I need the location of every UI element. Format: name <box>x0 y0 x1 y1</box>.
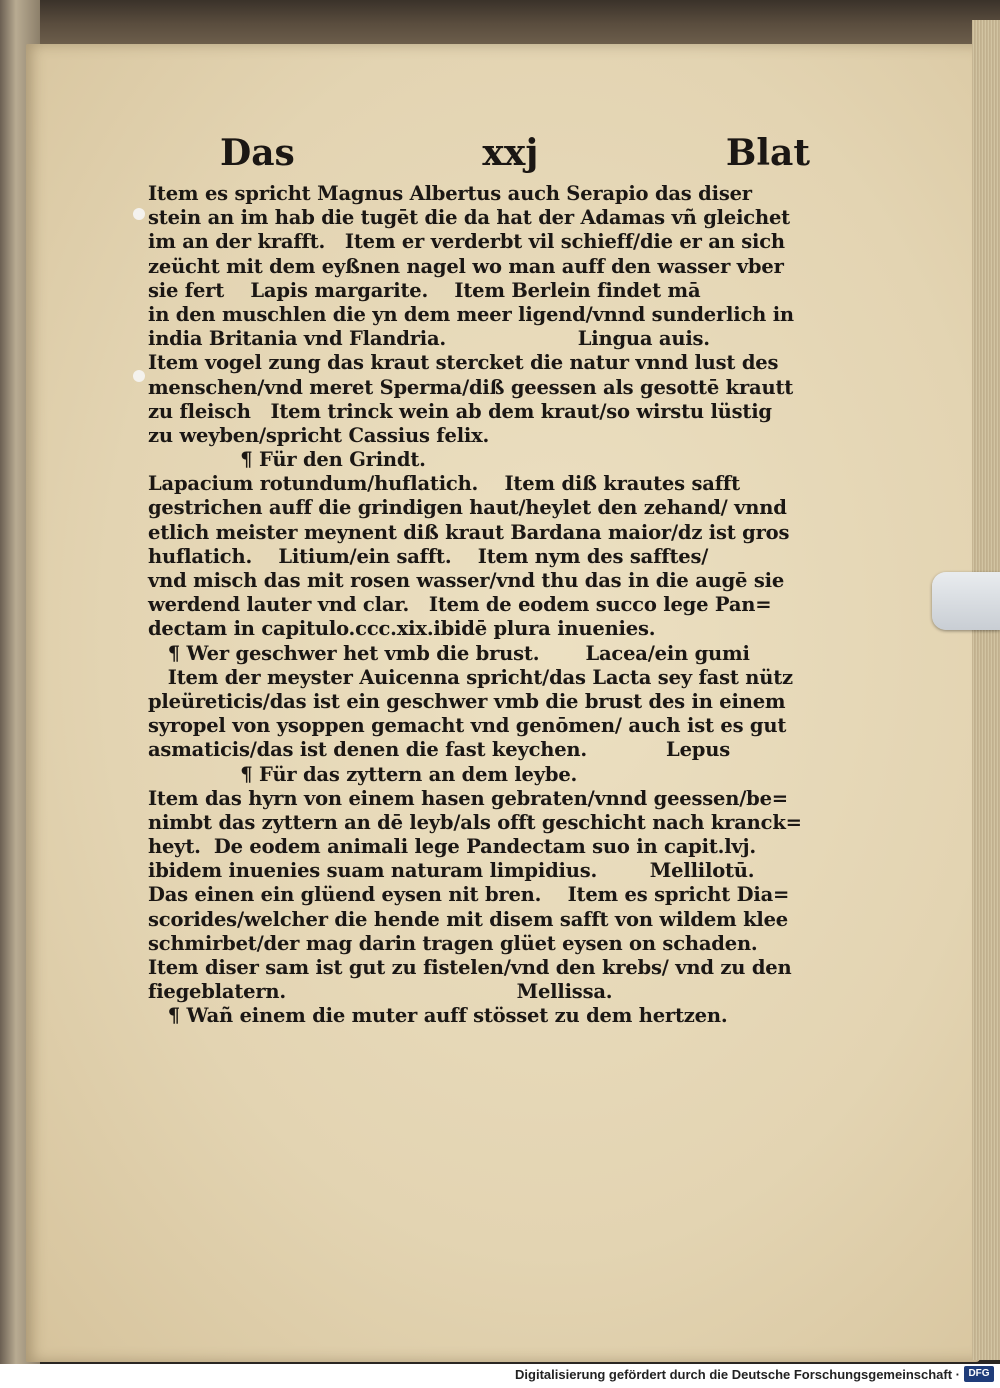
text-line: syropel von ysoppen gemacht vnd genōmen/ auch ist es gut <box>148 714 787 738</box>
text-line: Item das hyrn von einem hasen gebraten/vnnd geessen/be= <box>148 786 788 810</box>
text-line: gestrichen auff die grindigen haut/heylet den zehand/ vnnd <box>148 496 787 520</box>
text-line: pleüreticis/das ist ein geschwer vmb die brust des in einem <box>148 689 786 713</box>
header-right: Blat <box>725 132 810 174</box>
text-line: vnd misch das mit rosen wasser/vnd thu das in die augē sie <box>148 569 785 592</box>
text-line: ¶ Für das zyttern an dem leybe. <box>148 762 578 786</box>
text-line: zu fleisch Item trinck wein ab dem kraut/so wirstu lüstig <box>148 399 772 423</box>
text-line: fiegeblatern. Mellissa. <box>148 980 613 1004</box>
text-line: Item es spricht Magnus Albertus auch Serapio das diser <box>148 182 752 205</box>
text-line: dectam in capitulo.ccc.xix.ibidē plura inuenies. <box>148 617 656 641</box>
text-line: im an der krafft. Item er verderbt vil schieff/die er an sich <box>148 230 785 254</box>
text-line: scorides/welcher die hende mit disem safft von wildem klee <box>148 907 789 931</box>
text-line: Item der meyster Auicenna spricht/das Lacta sey fast nütz <box>148 665 793 689</box>
text-line: zu weyben/spricht Cassius felix. <box>148 423 490 447</box>
page-text <box>148 128 810 1029</box>
folio-number: xxj <box>482 132 539 174</box>
text-line: sie fert Lapis margarite. Item Berlein findet mā <box>148 278 701 302</box>
text-line: Lapacium rotundum/huflatich. Item diß krautes safft <box>148 472 740 496</box>
text-line: stein an im hab die tugēt die da hat der Adamas vñ gleichet <box>148 206 790 230</box>
dfg-logo: DFG <box>964 1366 994 1382</box>
clip-tab <box>932 572 1000 630</box>
text-line: ibidem inuenies suam naturam limpidius. Mellilotū. <box>148 859 755 883</box>
text-line: asmaticis/das ist denen die fast keychen. Lepus <box>148 738 730 762</box>
text-lines <box>148 182 802 1029</box>
text-line: Das einen ein glüend eysen nit bren. Item es spricht Dia= <box>148 883 790 907</box>
text-line: schmirbet/der mag darin tragen glüet eysen on schaden. <box>148 931 758 955</box>
paper-hole <box>133 370 145 382</box>
text-line: huflatich. Litium/ein safft. Item nym des safftes/ <box>148 544 709 568</box>
text-line: ¶ Wer geschwer het vmb die brust. Lacea/ein gumi <box>148 641 750 665</box>
text-line: ¶ Für den Grindt. <box>148 448 426 472</box>
text-line: in den muschlen die yn dem meer ligend/vnnd sunderlich in <box>148 302 794 326</box>
page-fore-edge <box>972 20 1000 1360</box>
text-line: menschen/vnd meret Sperma/diß geessen als gesottē krautt <box>148 375 794 399</box>
text-line: heyt. De eodem animali lege Pandectam suo in capit.lvj. <box>148 835 756 859</box>
text-line: nimbt das zyttern an dē leyb/als offt geschicht nach kranck= <box>148 810 802 834</box>
text-line: werdend lauter vnd clar. Item de eodem succo lege Pan= <box>148 593 772 617</box>
text-line: Item vogel zung das kraut stercket die natur vnnd lust des <box>148 351 779 375</box>
text-line: Item diser sam ist gut zu fistelen/vnd den krebs/ vnd zu den <box>148 956 792 979</box>
text-line: india Britania vnd Flandria. Lingua auis. <box>148 327 710 351</box>
header-left: Das <box>220 132 295 174</box>
text-line: ¶ Wañ einem die muter auff stösset zu dem hertzen. <box>148 1004 728 1028</box>
text-line: etlich meister meynent diß kraut Bardana maior/dz ist gros <box>148 520 790 544</box>
paper-hole <box>133 208 145 220</box>
running-header <box>220 128 810 182</box>
text-line: zeücht mit dem eyßnen nagel wo man auff den wasser vber <box>148 254 784 278</box>
funding-credit: Digitalisierung gefördert durch die Deutsche Forschungsgemeinschaft · <box>515 1367 960 1382</box>
